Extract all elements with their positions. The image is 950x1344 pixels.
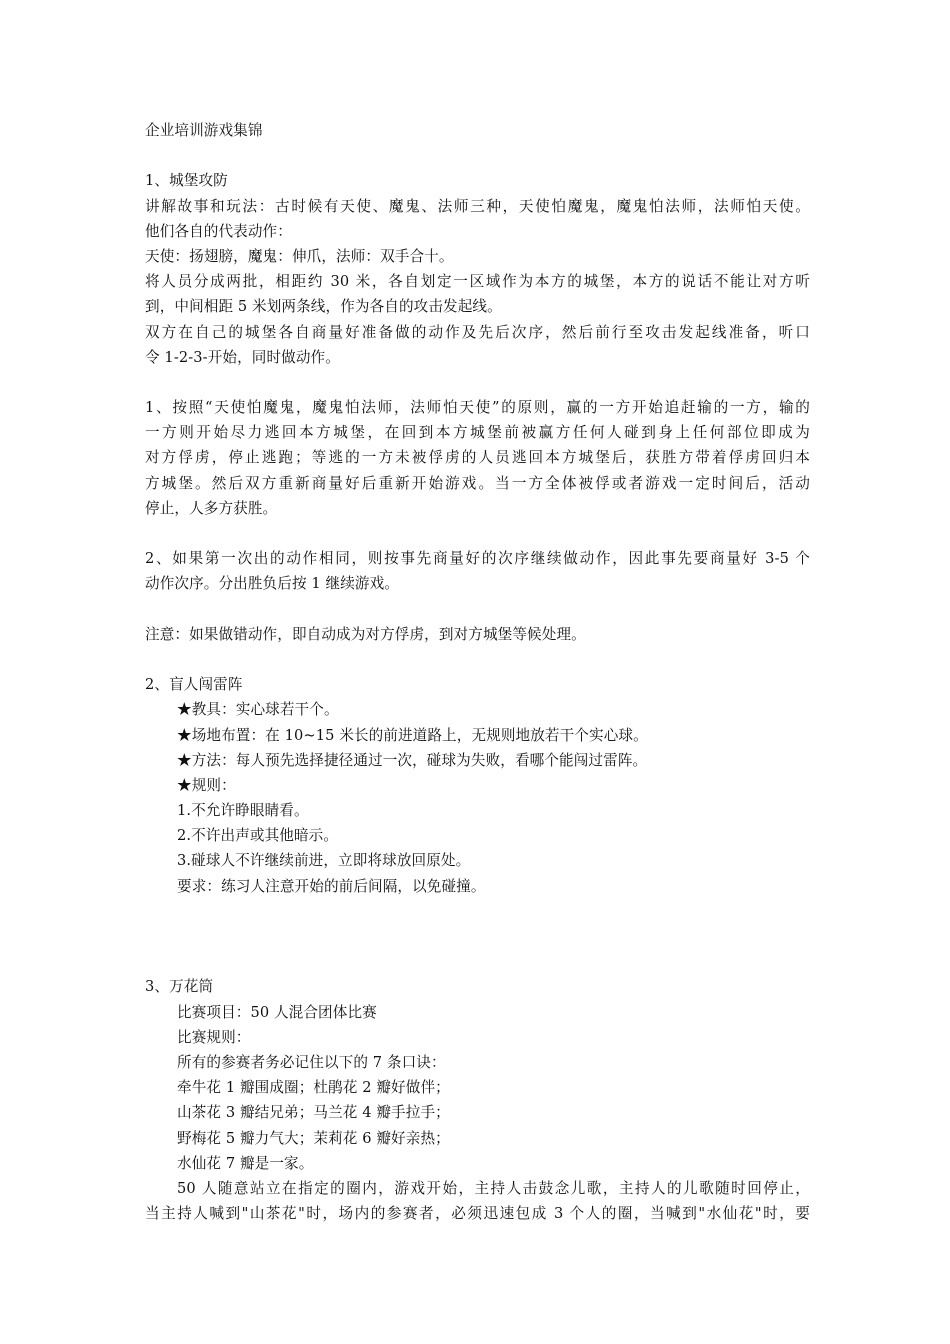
section3-memorize: 所有的参赛者务必记住以下的 7 条口诀： bbox=[177, 1053, 446, 1071]
section2-equipment: ★教具：实心球若干个。 bbox=[177, 701, 339, 719]
document-title: 企业培训游戏集锦 bbox=[145, 122, 263, 139]
section1-prep-line2: 令 1-2-3-开始，同时做动作。 bbox=[145, 348, 340, 366]
spacer bbox=[145, 370, 810, 395]
spacer bbox=[145, 143, 810, 168]
section1-heading: 1、城堡攻防 bbox=[145, 172, 228, 190]
section3-verse-1: 牵牛花 1 瓣围成圈；杜鹃花 2 瓣好做伴； bbox=[177, 1079, 450, 1097]
section1-rule2-line2: 动作次序。分出胜负后按 1 继续游戏。 bbox=[145, 575, 399, 593]
section1-setup-line2: 到，中间相距 5 米划两条线，作为各自的攻击发起线。 bbox=[145, 298, 502, 316]
spacer bbox=[145, 899, 810, 924]
spacer bbox=[145, 597, 810, 622]
section2-rule-1: 1.不允许睁眼睛看。 bbox=[177, 802, 309, 820]
section3-rules-label: 比赛规则： bbox=[177, 1028, 251, 1046]
section1-rule1-line1: 1、按照“天使怕魔鬼，魔鬼怕法师，法师怕天使”的原则，赢的一方开始追赶输的一方，输的 bbox=[145, 399, 810, 417]
spacer bbox=[145, 521, 810, 546]
section1-rule1-line4: 方城堡。然后双方重新商量好后重新开始游戏。当一方全体被俘或者游戏一定时间后，活动 bbox=[145, 474, 810, 492]
section2-rule-2: 2.不许出声或其他暗示。 bbox=[177, 827, 339, 845]
section1-rule1-line5: 停止，人多方获胜。 bbox=[145, 499, 278, 517]
section1-rule1-line3: 对方俘虏，停止逃跑；等逃的一方未被俘虏的人员逃回本方城堡后，获胜方带着俘虏回归本 bbox=[145, 449, 810, 467]
section1-rule1-line2: 一方则开始尽力逃回本方城堡，在回到本方城堡前被赢方任何人碰到身上任何部位即成为 bbox=[145, 424, 810, 442]
section1-intro-line1: 讲解故事和玩法：古时候有天使、魔鬼、法师三种，天使怕魔鬼，魔鬼怕法师，法师怕天使。 bbox=[145, 197, 810, 215]
section3-event: 比赛项目：50 人混合团体比赛 bbox=[177, 1003, 377, 1021]
section1-prep-line1: 双方在自己的城堡各自商量好准备做的动作及先后次序，然后前行至攻击发起线准备，听口 bbox=[145, 323, 810, 341]
section1-note: 注意：如果做错动作，即自动成为对方俘虏，到对方城堡等候处理。 bbox=[145, 625, 586, 643]
section1-actions: 天使：扬翅膀，魔鬼：伸爪，法师：双手合十。 bbox=[145, 247, 454, 265]
section3-heading: 3、万花筒 bbox=[145, 978, 214, 996]
section2-rule-3: 3.碰球人不许继续前进，立即将球放回原处。 bbox=[177, 852, 471, 870]
document-body bbox=[145, 118, 810, 1226]
section2-method: ★方法：每人预先选择捷径通过一次，碰球为失败，看哪个能闯过雷阵。 bbox=[177, 751, 648, 769]
section1-rule2-line1: 2、如果第一次出的动作相同，则按事先商量好的次序继续做动作，因此事先要商量好 3-5 个 bbox=[145, 550, 810, 568]
section1-intro-line2: 他们各自的代表动作： bbox=[145, 222, 292, 240]
section2-heading: 2、盲人闯雷阵 bbox=[145, 676, 243, 694]
section2-rules-label: ★规则： bbox=[177, 776, 236, 794]
spacer bbox=[145, 647, 810, 672]
spacer bbox=[145, 924, 810, 949]
section3-verse-3: 野梅花 5 瓣力气大；茉莉花 6 瓣好亲热； bbox=[177, 1129, 450, 1147]
section2-venue: ★场地布置：在 10~15 米长的前进道路上，无规则地放若干个实心球。 bbox=[177, 726, 648, 744]
section3-play-line1: 50 人随意站立在指定的圈内，游戏开始，主持人击鼓念儿歌，主持人的儿歌随时回停止， bbox=[177, 1179, 810, 1197]
section2-requirement: 要求：练习人注意开始的前后间隔，以免碰撞。 bbox=[177, 877, 486, 895]
section3-verse-4: 水仙花 7 瓣是一家。 bbox=[177, 1154, 314, 1172]
section3-verse-2: 山茶花 3 瓣结兄弟；马兰花 4 瓣手拉手； bbox=[177, 1104, 450, 1122]
spacer bbox=[145, 949, 810, 974]
section1-setup-line1: 将人员分成两批，相距约 30 米，各自划定一区域作为本方的城堡，本方的说话不能让对方听 bbox=[145, 273, 810, 291]
section3-play-line2: 当主持人喊到"山茶花"时，场内的参赛者，必须迅速包成 3 个人的圈，当喊到"水仙花"时，要 bbox=[145, 1205, 810, 1223]
